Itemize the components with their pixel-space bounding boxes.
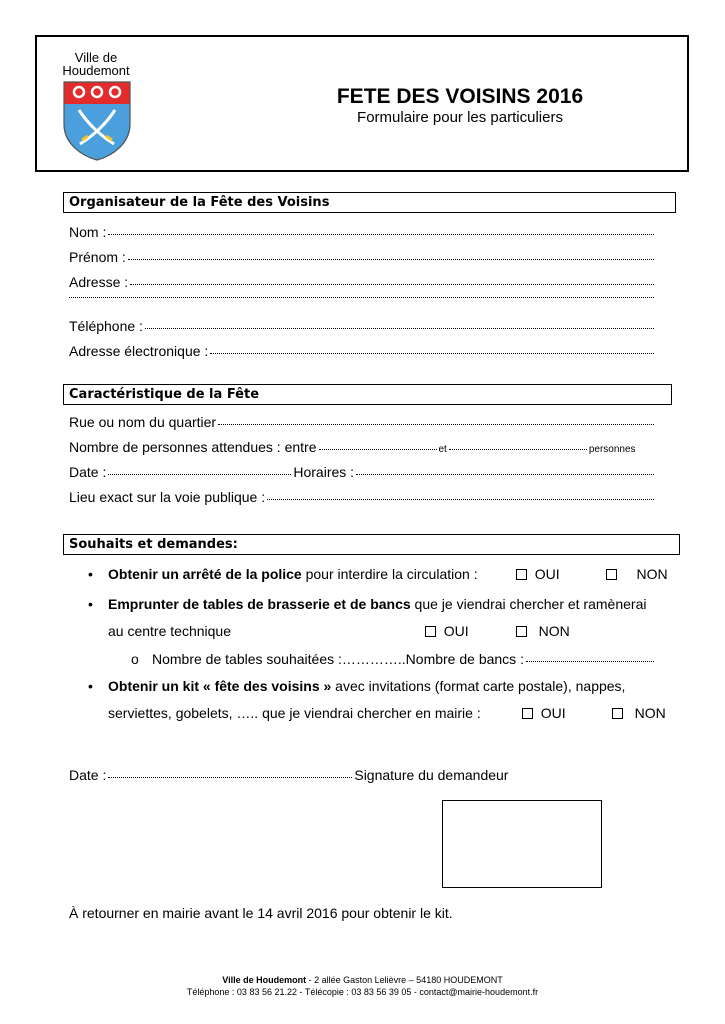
checkbox-icon[interactable] (612, 708, 623, 719)
label-lieu: Lieu exact sur la voie publique : (69, 489, 266, 505)
signature-box[interactable] (442, 800, 602, 888)
label-horaires: Horaires : (293, 464, 355, 480)
field-nombre-personnes[interactable] (69, 439, 654, 455)
option-tables-non[interactable]: NON (516, 623, 570, 639)
label-personnes: personnes (588, 444, 636, 455)
label-adresse: Adresse : (69, 274, 129, 290)
section-title-fete: Caractéristique de la Fête (63, 384, 672, 405)
label-signature: Signature du demandeur (354, 767, 509, 783)
option-tables-oui[interactable]: OUI (425, 623, 469, 639)
field-nombre-tables-bancs[interactable] (152, 651, 654, 667)
item-kit-line2: serviettes, gobelets, ….. que je viendrai chercher en mairie : (108, 705, 481, 721)
footer-contact: Téléphone : 03 83 56 21.22 - Télécopie : 03 83 56 39 05 - contact@mairie-houdemont.fr (186, 987, 539, 997)
bullet-icon: • (88, 678, 93, 694)
checkbox-icon[interactable] (522, 708, 533, 719)
field-email[interactable] (69, 343, 654, 359)
checkbox-icon[interactable] (516, 626, 527, 637)
input-line-lieu[interactable] (267, 498, 654, 500)
section-title-souhaits: Souhaits et demandes: (63, 534, 680, 555)
label-et: et (438, 444, 447, 455)
field-adresse-2[interactable] (69, 298, 654, 300)
option-arrete-non[interactable]: NON (606, 566, 668, 582)
field-lieu[interactable] (69, 489, 654, 505)
field-rue[interactable] (69, 414, 654, 430)
input-line-nom[interactable] (108, 233, 654, 235)
input-line-rue[interactable] (218, 423, 654, 425)
label-signature-date: Date : (69, 767, 107, 783)
input-line-date[interactable] (108, 473, 291, 475)
input-line-adresse[interactable] (130, 283, 654, 285)
input-line-horaires[interactable] (356, 473, 654, 475)
input-line-adresse-2[interactable] (69, 296, 654, 298)
label-nombre-bancs: Nombre de bancs : (405, 651, 524, 667)
input-line-prenom[interactable] (128, 258, 654, 260)
field-nom[interactable] (69, 224, 654, 240)
input-line-email[interactable] (210, 352, 654, 354)
label-nom: Nom : (69, 224, 107, 240)
logo-text-line2: Houdemont (62, 63, 130, 78)
item-kit: Obtenir un kit « fête des voisins » avec invitations (format carte postale), nappes, (108, 678, 626, 694)
field-telephone[interactable] (69, 318, 654, 334)
input-nombre-tables[interactable]: ………….. (341, 651, 406, 667)
input-line-signature-date[interactable] (108, 776, 352, 778)
coat-of-arms-icon (62, 80, 132, 162)
input-line-nombre-min[interactable] (319, 448, 437, 450)
label-nombre: Nombre de personnes attendues : entre (69, 439, 317, 455)
field-prenom[interactable] (69, 249, 654, 265)
page-title: FETE DES VOISINS 2016 (336, 85, 584, 108)
item-tables-bancs: Emprunter de tables de brasserie et de bancs que je viendrai chercher et ramènerai (108, 596, 647, 612)
item-arrete-police: Obtenir un arrêté de la police pour interdire la circulation : (108, 566, 478, 582)
label-prenom: Prénom : (69, 249, 126, 265)
input-line-nombre-bancs[interactable] (526, 660, 654, 662)
option-arrete-oui[interactable]: OUI (516, 566, 560, 582)
label-nombre-tables: Nombre de tables souhaitées : (152, 651, 342, 667)
checkbox-icon[interactable] (516, 569, 527, 580)
bullet-icon: • (88, 596, 93, 612)
label-rue: Rue ou nom du quartier (69, 414, 217, 430)
field-signature-date[interactable] (69, 767, 508, 783)
label-telephone: Téléphone : (69, 318, 143, 334)
page-subtitle: Formulaire pour les particuliers (357, 109, 563, 126)
option-kit-oui[interactable]: OUI (522, 705, 566, 721)
input-line-telephone[interactable] (145, 327, 654, 329)
field-date-horaires[interactable] (69, 464, 654, 480)
input-line-nombre-max[interactable] (449, 448, 587, 450)
item-tables-bancs-line2: au centre technique (108, 623, 231, 639)
logo-text-line1: Ville de (74, 50, 118, 65)
footer-address: Ville de Houdemont - 2 allée Gaston Lelièvre – 54180 HOUDEMONT (222, 975, 503, 985)
label-date: Date : (69, 464, 107, 480)
bullet-icon: • (88, 566, 93, 582)
label-email: Adresse électronique : (69, 343, 209, 359)
checkbox-icon[interactable] (606, 569, 617, 580)
return-notice: À retourner en mairie avant le 14 avril 2016 pour obtenir le kit. (69, 905, 453, 921)
field-adresse[interactable] (69, 274, 654, 290)
sub-bullet-icon: o (131, 651, 139, 667)
checkbox-icon[interactable] (425, 626, 436, 637)
option-kit-non[interactable]: NON (612, 705, 666, 721)
section-title-organisateur: Organisateur de la Fête des Voisins (63, 192, 676, 213)
